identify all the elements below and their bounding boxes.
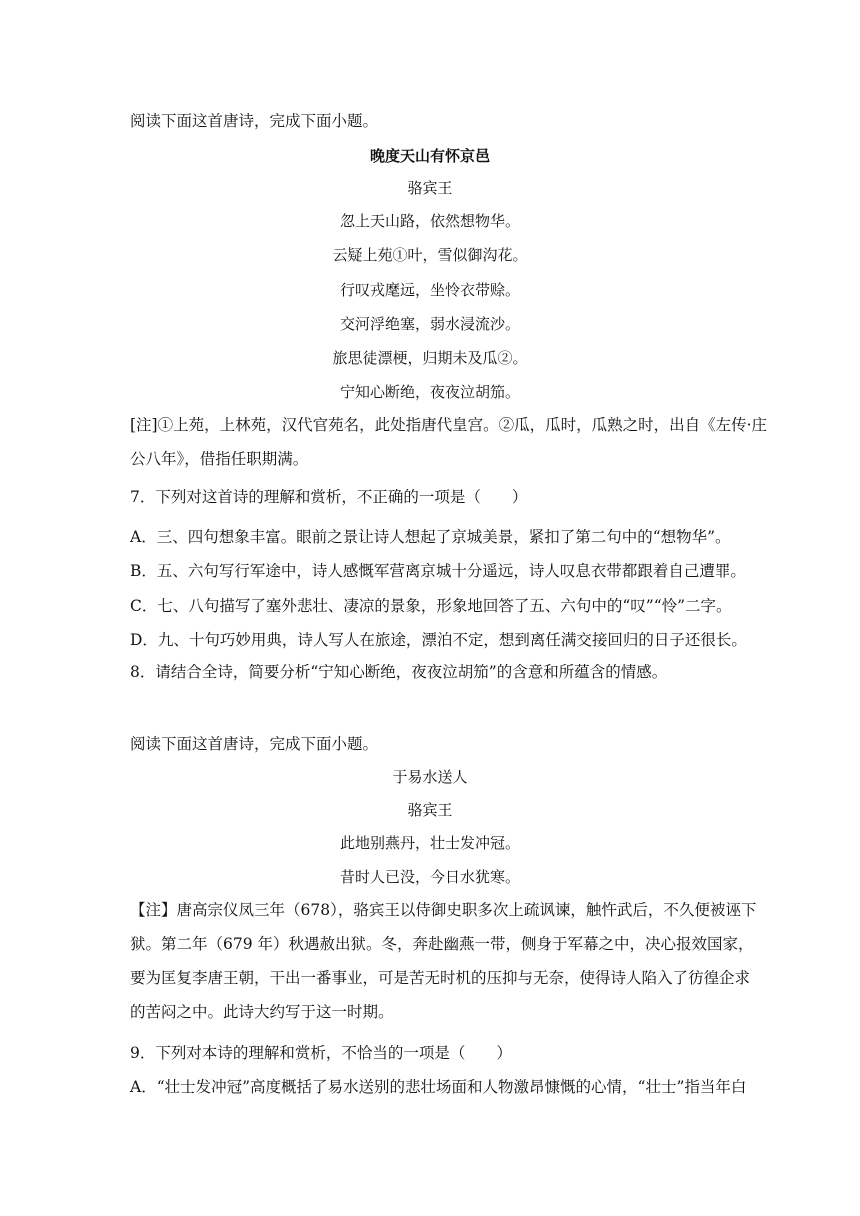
poem2-title: 于易水送人 — [392, 768, 468, 786]
poem2-note: 【注】唐高宗仪凤三年（678），骆宾王以侍御史职多次上疏讽谏，触忤武后，不久便被诬下 — [130, 901, 757, 919]
section1-intro: 阅读下面这首唐诗，完成下面小题。 — [130, 112, 379, 130]
poem1-line: 忽上天山路，依然想物华。 — [339, 212, 520, 230]
poem1-note: 公八年》，借指任职期满。 — [130, 450, 309, 468]
question-7-option-b: B．五、六句写行军途中，诗人感慨军营离京城十分遥远，诗人叹息衣带都跟着自己遭罪。 — [130, 562, 746, 580]
question-9-stem: 9．下列对本诗的理解和赏析，不恰当的一项是（ ） — [130, 1044, 512, 1062]
question-8-stem: 8．请结合全诗，简要分析“宁知心断绝，夜夜泣胡笳”的含意和所蕴含的情感。 — [130, 663, 668, 681]
poem1-line: 旅思徒漂梗，归期未及瓜②。 — [332, 349, 528, 367]
poem1-note: [注]①上苑，上林苑，汉代官苑名，此处指唐代皇宫。②瓜，瓜时，瓜熟之时，出自《左传·庄 — [130, 416, 768, 434]
section2-intro: 阅读下面这首唐诗，完成下面小题。 — [130, 735, 379, 753]
poem1-author: 骆宾王 — [407, 179, 453, 197]
question-7-option-d: D．九、十句巧妙用典，诗人写人在旅途，漂泊不定，想到离任满交接回归的日子还很长。 — [130, 631, 747, 649]
question-9-option-a: A．“壮士发冲冠”高度概括了易水送别的悲壮场面和人物激昂慷慨的心情，“壮士”指当年白 — [130, 1078, 747, 1096]
poem2-author: 骆宾王 — [407, 801, 453, 819]
poem2-note: 的苦闷之中。此诗大约写于这一时期。 — [130, 1003, 394, 1021]
question-7-option-a: A．三、四句想象丰富。眼前之景让诗人想起了京城美景，紧扣了第二句中的“想物华”。 — [130, 528, 731, 546]
poem2-line: 此地别燕丹，壮士发冲冠。 — [339, 834, 520, 852]
poem1-line: 行叹戎麾远，坐怜衣带赊。 — [339, 281, 520, 299]
poem1-line: 云疑上苑①叶，雪似御沟花。 — [332, 246, 528, 264]
question-7-stem: 7．下列对这首诗的理解和赏析，不正确的一项是（ ） — [130, 488, 528, 506]
poem1-title: 晚度天山有怀京邑 — [369, 147, 490, 165]
poem2-note: 要为匡复李唐王朝，干出一番事业，可是苦无时机的压抑与无奈，使得诗人陷入了彷徨企求 — [130, 969, 751, 987]
poem1-line: 宁知心断绝，夜夜泣胡笳。 — [339, 383, 520, 401]
poem2-line: 昔时人已没，今日水犹寒。 — [339, 868, 520, 886]
poem2-note: 狱。第二年（679 年）秋遇赦出狱。冬，奔赴幽燕一带，侧身于军幕之中，决心报效国家， — [130, 935, 754, 953]
question-7-option-c: C．七、八句描写了塞外悲壮、凄凉的景象，形象地回答了五、六句中的“叹”“怜”二字。 — [130, 597, 732, 615]
poem1-line: 交河浮绝塞，弱水浸流沙。 — [339, 315, 520, 333]
